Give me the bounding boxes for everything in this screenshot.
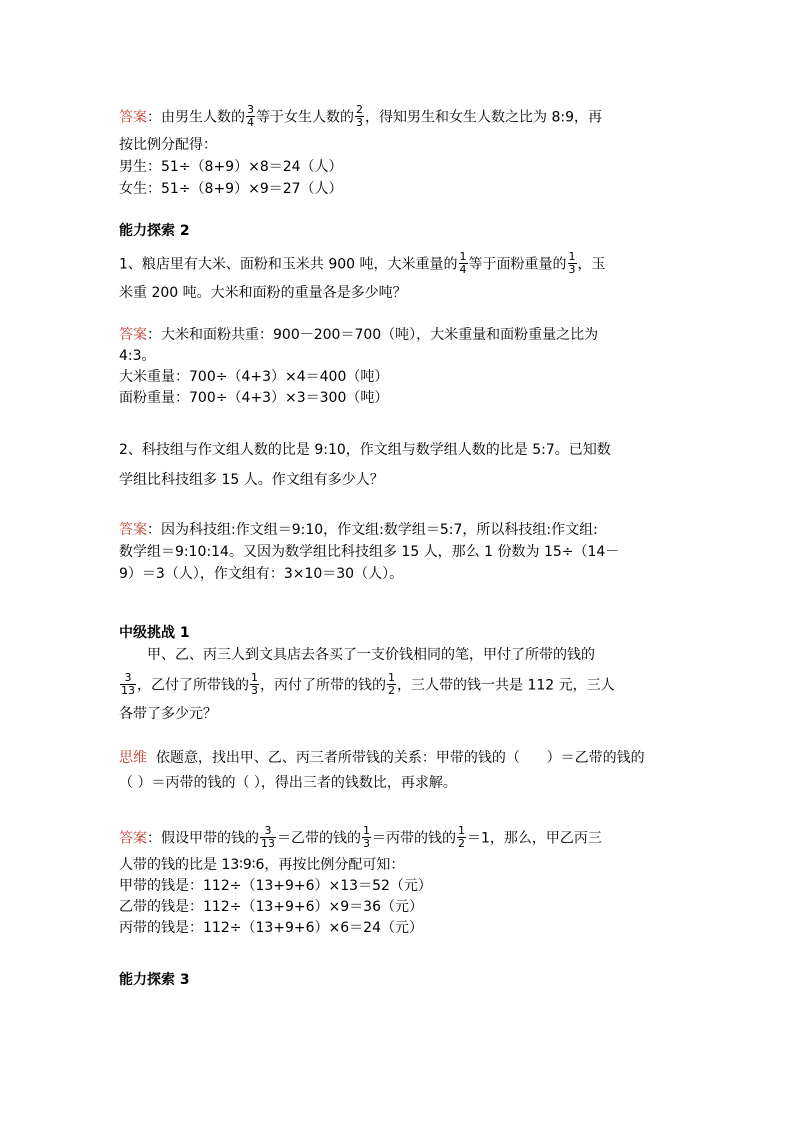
denominator: 3 [356, 116, 363, 129]
text: ：因为科技组:作文组＝9:10，作文组:数学组＝5:7，所以科技组:作文组: [147, 522, 598, 538]
thinking-label: 思维 [119, 750, 147, 766]
answer-label: 答案 [119, 522, 147, 538]
s3-answer-line-4: 乙带的钱是：112÷（13+9+6）×9＝36（元） [119, 899, 423, 915]
numerator: 3 [260, 825, 276, 838]
fraction [457, 825, 466, 850]
fraction [568, 251, 577, 276]
fraction [387, 672, 396, 697]
s2-problem2-line-1: 2、科技组与作文组人数的比是 9:10，作文组与数学组人数的比是 5:7。已知数 [119, 442, 611, 458]
numerator: 1 [363, 824, 370, 837]
fraction [260, 825, 276, 850]
section-heading: 中级挑战 1 [119, 625, 190, 641]
numerator: 2 [356, 103, 363, 116]
s1-answer-line-1 [119, 105, 602, 130]
numerator: 1 [568, 250, 576, 263]
denominator: 3 [251, 684, 258, 697]
s3-answer-line-2: 人带的钱的比是 13∶9∶6，再按比例分配可知： [119, 857, 405, 873]
fraction [246, 104, 255, 129]
numerator: 1 [388, 671, 395, 684]
s2-answer-line-1 [119, 325, 598, 345]
text: ：假设甲带的钱的 [147, 830, 259, 847]
denominator: 2 [458, 837, 465, 850]
section-heading: 能力探索 3 [119, 972, 190, 988]
s2-problem2-answer-line-1 [119, 520, 598, 540]
text: ，三人带的钱一共是 112 元，三人 [397, 677, 615, 694]
denominator: 2 [388, 684, 395, 697]
text: ＝乙带的钱的 [277, 830, 361, 847]
s2-question-line-2: 米重 200 吨。大米和面粉的重量各是多少吨？ [119, 285, 407, 301]
text: 依题意，找出甲、乙、丙三者所带钱的关系：甲带的钱的（ ）＝乙带的钱的 [147, 750, 645, 766]
s3-answer-line-1 [119, 826, 602, 851]
fraction [120, 672, 136, 697]
fraction [355, 104, 364, 129]
text: ：大米和面粉共重：900－200＝700（吨），大米重量和面粉重量之比为 [147, 327, 599, 343]
fraction [459, 251, 468, 276]
denominator: 3 [363, 837, 370, 850]
numerator: 1 [458, 824, 465, 837]
numerator: 3 [247, 103, 254, 116]
text: 等于女生人数的 [256, 109, 354, 126]
s1-answer-line-4: 女生：51÷（8+9）×9＝27（人） [119, 181, 343, 197]
text: ，乙付了所带钱的 [137, 677, 249, 694]
text: ，玉 [577, 256, 606, 273]
s2-answer-line-2: 4:3。 [119, 348, 156, 364]
text: ＝丙带的钱的 [372, 830, 456, 847]
s3-question-line-3: 各带了多少元？ [119, 706, 217, 722]
text: 等于面粉重量的 [468, 256, 567, 273]
s3-question-line-1: 甲、乙、丙三人到文具店去各买了一支价钱相同的笔，甲付了所带的钱的 [147, 647, 595, 663]
s3-thinking-line-2: （ ）＝丙带的钱的（ ），得出三者的钱数比，再求解。 [119, 775, 457, 791]
s3-question-line-2 [119, 673, 615, 698]
denominator: 4 [247, 116, 254, 129]
numerator: 1 [251, 671, 258, 684]
answer-label: 答案 [119, 327, 147, 343]
s2-answer-line-4: 面粉重量：700÷（4+3）×3＝300（吨） [119, 390, 389, 406]
denominator: 13 [261, 837, 275, 850]
s2-answer-line-3: 大米重量：700÷（4+3）×4＝400（吨） [119, 369, 389, 385]
section-heading: 能力探索 2 [119, 223, 190, 239]
s2-problem2-answer-line-3: 9）＝3（人），作文组有：3×10＝30（人）。 [119, 566, 404, 582]
answer-label: 答案 [119, 109, 147, 126]
text: ＝1，那么，甲乙丙三 [467, 830, 602, 847]
s3-answer-line-3: 甲带的钱是：112÷（13+9+6）×13＝52（元） [119, 878, 432, 894]
denominator: 3 [568, 263, 576, 276]
s2-problem2-line-2: 学组比科技组多 15 人。作文组有多少人？ [119, 472, 384, 488]
s2-question-line-1 [119, 252, 606, 277]
denominator: 4 [459, 263, 467, 276]
numerator: 1 [459, 250, 467, 263]
answer-label: 答案 [119, 830, 147, 847]
s3-answer-line-5: 丙带的钱是：112÷（13+9+6）×6＝24（元） [119, 920, 423, 936]
numerator: 3 [120, 672, 136, 685]
s2-problem2-answer-line-2: 数学组＝9:10:14。又因为数学组比科技组多 15 人，那么 1 份数为 15÷（14－ [119, 544, 620, 560]
text: ，得知男生和女生人数之比为 8:9，再 [365, 109, 602, 126]
denominator: 13 [121, 684, 135, 697]
text: ，丙付了所带的钱的 [260, 677, 386, 694]
s1-answer-line-3: 男生：51÷（8+9）×8＝24（人） [119, 159, 343, 175]
text: ：由男生人数的 [147, 109, 245, 126]
fraction [250, 672, 259, 697]
s1-answer-line-2: 按比例分配得： [119, 137, 217, 153]
text: 1、粮店里有大米、面粉和玉米共 900 吨，大米重量的 [119, 256, 458, 273]
s3-thinking-line-1 [119, 748, 645, 768]
fraction [362, 825, 371, 850]
